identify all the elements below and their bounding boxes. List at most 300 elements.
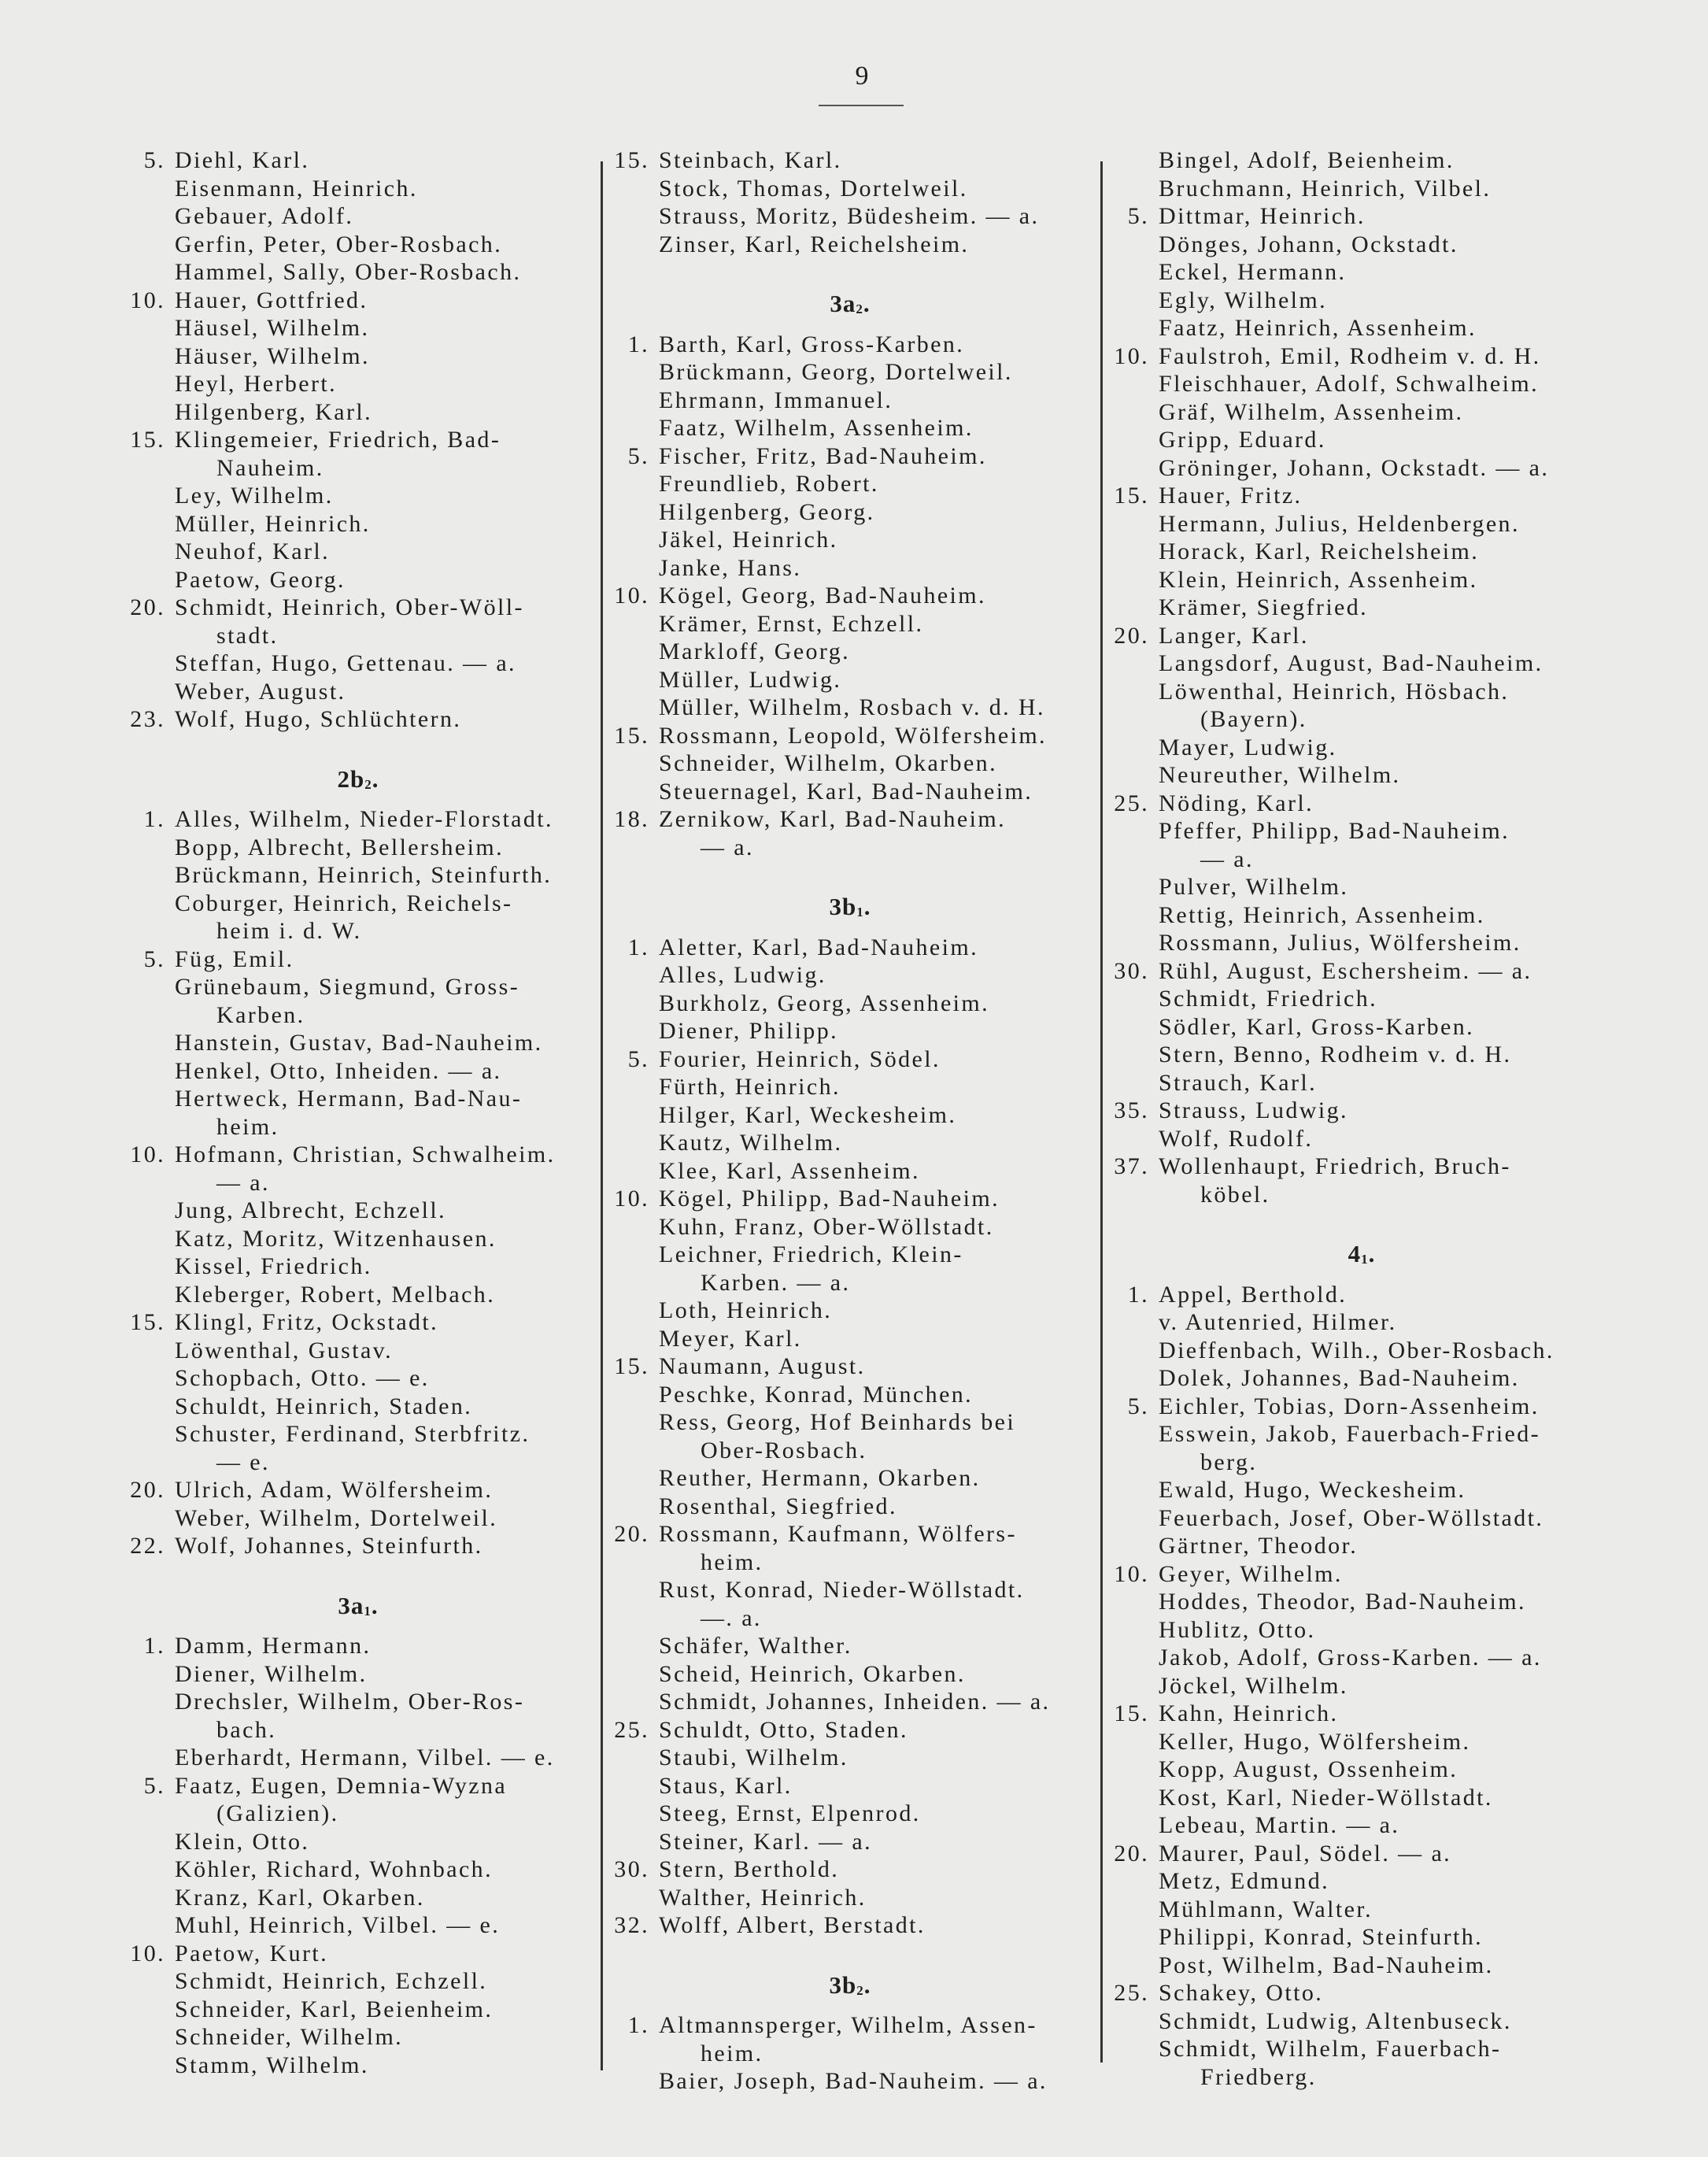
entry-text: Ulrich, Adam, Wölfersheim. — [175, 1477, 494, 1503]
list-entry — [1102, 426, 1621, 454]
list-entry — [118, 370, 598, 398]
entry-text: Alles, Ludwig. — [659, 962, 826, 988]
entry-text: Kranz, Karl, Okarben. — [175, 1884, 425, 1911]
section-heading-period: . — [1368, 1240, 1376, 1267]
entry-text: Leichner, Friedrich, Klein- — [659, 1241, 963, 1267]
list-entry — [118, 1967, 598, 1996]
section-heading — [602, 1940, 1098, 2012]
entry-text: Hauer, Gottfried. — [175, 287, 368, 313]
list-entry — [1102, 761, 1621, 790]
entry-text: Damm, Hermann. — [175, 1633, 372, 1659]
list-entry — [118, 1504, 598, 1533]
entry-text: Fourier, Heinrich, Södel. — [659, 1045, 941, 1072]
entry-number: 1. — [627, 331, 649, 357]
list-entry — [118, 231, 598, 259]
list-entry — [1102, 1896, 1621, 1924]
section-heading — [602, 258, 1098, 331]
entry-text: Wolf, Hugo, Schlüchtern. — [175, 706, 462, 732]
entry-number: 20. — [614, 1521, 649, 1547]
list-entry — [118, 1393, 598, 1421]
entry-text: Dieffenbach, Wilh., Ober-Rosbach. — [1159, 1337, 1555, 1363]
list-entry — [118, 1688, 598, 1716]
entry-text: Feuerbach, Josef, Ober-Wöllstadt. — [1159, 1504, 1544, 1531]
list-entry-continuation — [602, 1269, 1098, 1297]
entry-text: Wollenhaupt, Friedrich, Bruch- — [1159, 1153, 1511, 1179]
entry-number: 15. — [614, 722, 649, 749]
entry-text: Schuster, Ferdinand, Sterbfritz. — [175, 1421, 531, 1447]
entry-text: Gröninger, Johann, Ockstadt. — a. — [1159, 454, 1550, 481]
entry-text: Philippi, Konrad, Steinfurth. — [1159, 1924, 1484, 1950]
list-entry — [1102, 510, 1621, 538]
list-entry — [1102, 649, 1621, 678]
entry-text: Kögel, Georg, Bad-Nauheim. — [659, 583, 986, 609]
list-entry — [1102, 454, 1621, 483]
list-entry — [602, 610, 1098, 638]
list-entry — [602, 1855, 1098, 1884]
list-entry — [1102, 398, 1621, 427]
entry-text: Reuther, Hermann, Okarben. — [659, 1465, 981, 1491]
entry-text: Neureuther, Wilhelm. — [1159, 762, 1401, 788]
entry-text: Kost, Karl, Nieder-Wöllstadt. — [1159, 1784, 1493, 1811]
entry-continuation-text: — a. — [1200, 845, 1254, 872]
entry-text: Hoddes, Theodor, Bad-Nauheim. — [1159, 1589, 1526, 1615]
entry-text: Zernikow, Karl, Bad-Nauheim. — [659, 806, 1006, 832]
list-entry — [602, 1213, 1098, 1241]
list-entry-continuation — [118, 1113, 598, 1141]
entry-text: Scheid, Heinrich, Okarben. — [659, 1660, 966, 1687]
list-entry-continuation — [1102, 1448, 1621, 1477]
section-heading-main: 4 — [1348, 1240, 1362, 1267]
entry-continuation-text: Nauheim. — [216, 454, 324, 481]
entry-number: 10. — [130, 1141, 165, 1167]
entry-number: 20. — [130, 1477, 165, 1503]
list-entry — [1102, 1560, 1621, 1589]
list-entry — [602, 778, 1098, 806]
entry-continuation-text: Ober-Rosbach. — [701, 1437, 867, 1463]
section-heading-main: 3a — [830, 290, 856, 317]
entry-text: Schneider, Karl, Beienheim. — [175, 1996, 494, 2022]
entry-text: Wolf, Johannes, Steinfurth. — [175, 1533, 483, 1559]
list-entry — [118, 1420, 598, 1448]
list-entry — [1102, 2007, 1621, 2036]
entry-text: Burkholz, Georg, Assenheim. — [659, 990, 990, 1016]
list-entry — [602, 582, 1098, 610]
list-entry-continuation — [602, 834, 1098, 862]
list-entry — [118, 1884, 598, 1912]
section-heading-period: . — [371, 1591, 379, 1619]
entry-text: Geyer, Wilhelm. — [1159, 1560, 1343, 1587]
list-entry — [602, 1800, 1098, 1828]
entry-text: Pulver, Wilhelm. — [1159, 874, 1349, 900]
list-entry — [118, 398, 598, 427]
entry-text: Faatz, Heinrich, Assenheim. — [1159, 315, 1477, 341]
page-number-rule — [819, 105, 904, 106]
entry-text: Katz, Moritz, Witzenhausen. — [175, 1225, 497, 1252]
entry-text: Fischer, Fritz, Bad-Nauheim. — [659, 442, 987, 469]
entry-text: Kögel, Philipp, Bad-Nauheim. — [659, 1186, 1000, 1212]
entry-text: Strauch, Karl. — [1159, 1069, 1318, 1096]
entry-continuation-text: (Galizien). — [216, 1800, 339, 1826]
entry-text: Egly, Wilhelm. — [1159, 287, 1328, 313]
entry-text: Schmidt, Johannes, Inheiden. — a. — [659, 1689, 1051, 1715]
entry-number: 20. — [1114, 1840, 1149, 1867]
entry-text: Steiner, Karl. — a. — [659, 1828, 872, 1855]
entry-continuation-text: heim i. d. W. — [216, 918, 362, 944]
list-entry — [602, 1911, 1098, 1940]
entry-text: Fleischhauer, Adolf, Schwalheim. — [1159, 371, 1540, 397]
list-entry — [118, 1855, 598, 1884]
list-entry — [602, 1241, 1098, 1269]
entry-number: 5. — [1127, 1393, 1149, 1419]
entry-text: Hilger, Karl, Weckesheim. — [659, 1101, 957, 1128]
list-entry — [1102, 594, 1621, 622]
list-entry — [118, 1940, 598, 1968]
entry-text: Esswein, Jakob, Fauerbach-Fried- — [1159, 1421, 1541, 1447]
entry-text: Klee, Karl, Assenheim. — [659, 1157, 920, 1184]
entry-text: Bopp, Albrecht, Bellersheim. — [175, 834, 504, 860]
list-entry-continuation — [118, 1716, 598, 1744]
entry-text: Klein, Otto. — [175, 1828, 310, 1855]
list-entry — [602, 961, 1098, 990]
entry-number: 10. — [130, 287, 165, 313]
list-entry — [1102, 790, 1621, 818]
entry-text: Rühl, August, Eschersheim. — a. — [1159, 957, 1532, 984]
entry-text: Schopbach, Otto. — e. — [175, 1365, 430, 1391]
entry-text: Rettig, Heinrich, Assenheim. — [1159, 901, 1485, 928]
entry-text: Dolek, Johannes, Bad-Nauheim. — [1159, 1365, 1520, 1391]
list-entry — [118, 1828, 598, 1856]
entry-text: Gärtner, Theodor. — [1159, 1533, 1359, 1559]
list-entry — [118, 146, 598, 175]
entry-continuation-text: Karben. — [216, 1001, 305, 1028]
entry-continuation-text: stadt. — [216, 622, 279, 649]
section-heading-subscript: 1 — [856, 905, 864, 919]
entry-number: 10. — [614, 1186, 649, 1212]
list-entry — [118, 538, 598, 566]
entry-text: Peschke, Konrad, München. — [659, 1381, 974, 1408]
section-heading — [118, 1560, 598, 1633]
list-entry — [602, 805, 1098, 834]
entry-text: Gerfin, Peter, Ober-Rosbach. — [175, 231, 503, 257]
list-entry-continuation — [118, 1448, 598, 1477]
list-entry — [602, 175, 1098, 203]
list-entry-continuation — [118, 622, 598, 650]
entry-text: Coburger, Heinrich, Reichels- — [175, 890, 513, 916]
list-entry — [118, 1660, 598, 1689]
list-entry — [602, 442, 1098, 471]
entry-text: Diener, Philipp. — [659, 1018, 839, 1044]
entry-number: 25. — [614, 1716, 649, 1743]
entry-text: Pfeffer, Philipp, Bad-Nauheim. — [1159, 818, 1510, 844]
entry-text: Dittmar, Heinrich. — [1159, 203, 1366, 229]
entry-number: 30. — [1114, 957, 1149, 984]
entry-text: Ehrmann, Immanuel. — [659, 387, 893, 413]
entry-continuation-text: heim. — [701, 2040, 763, 2066]
entry-text: Löwenthal, Heinrich, Hösbach. — [1159, 678, 1510, 705]
list-entry — [118, 1141, 598, 1169]
list-entry — [118, 678, 598, 706]
entry-continuation-text: heim. — [701, 1548, 763, 1575]
list-entry — [1102, 1867, 1621, 1896]
list-entry — [118, 1632, 598, 1660]
entry-text: Schmidt, Heinrich, Ober-Wöll- — [175, 594, 524, 620]
list-entry — [1102, 1616, 1621, 1645]
entry-text: v. Autenried, Hilmer. — [1159, 1309, 1397, 1335]
entry-number: 10. — [130, 1940, 165, 1966]
list-entry — [1102, 1125, 1621, 1153]
list-entry — [1102, 1532, 1621, 1560]
entry-text: Hauer, Fritz. — [1159, 483, 1303, 509]
section-heading-subscript: 2 — [856, 1982, 864, 1998]
entry-text: Rosenthal, Siegfried. — [659, 1493, 897, 1519]
list-entry — [1102, 985, 1621, 1013]
list-entry — [1102, 957, 1621, 986]
entry-text: Ress, Georg, Hof Beinhards bei — [659, 1409, 1016, 1435]
list-entry — [118, 342, 598, 371]
list-entry — [602, 1073, 1098, 1101]
column-2 — [602, 146, 1098, 2096]
entry-text: Steinbach, Karl. — [659, 147, 842, 173]
list-entry — [602, 1408, 1098, 1437]
entry-continuation-text: — e. — [216, 1448, 270, 1475]
entry-text: Hilgenberg, Karl. — [175, 398, 373, 425]
entry-text: Eberhardt, Hermann, Vilbel. — e. — [175, 1744, 555, 1770]
list-entry — [118, 1281, 598, 1309]
list-entry — [1102, 566, 1621, 594]
entry-number: 1. — [627, 2012, 649, 2038]
entry-text: Post, Wilhelm, Bad-Nauheim. — [1159, 1952, 1494, 1978]
list-entry — [602, 1352, 1098, 1381]
section-heading — [1102, 1208, 1621, 1281]
entry-text: Eichler, Tobias, Dorn-Assenheim. — [1159, 1393, 1540, 1419]
entry-text: Füg, Emil. — [175, 945, 294, 972]
entry-text: Mayer, Ludwig. — [1159, 734, 1337, 760]
list-entry — [1102, 1979, 1621, 2007]
list-entry — [602, 722, 1098, 750]
entry-text: Paetow, Kurt. — [175, 1940, 329, 1966]
entry-text: Stern, Berthold. — [659, 1856, 840, 1882]
entry-number: 20. — [130, 594, 165, 620]
section-heading-period: . — [863, 1970, 871, 1999]
entry-text: Kautz, Wilhelm. — [659, 1130, 843, 1156]
list-entry — [118, 287, 598, 315]
list-entry — [1102, 734, 1621, 762]
list-entry — [118, 1252, 598, 1281]
section-heading-main: 3b — [829, 893, 857, 920]
entry-text: Gripp, Eduard. — [1159, 427, 1326, 453]
list-entry — [602, 1520, 1098, 1548]
entry-text: Aletter, Karl, Bad-Nauheim. — [659, 934, 978, 960]
entry-text: Müller, Heinrich. — [175, 510, 371, 537]
list-entry — [1102, 1672, 1621, 1700]
list-entry — [1102, 287, 1621, 315]
column-3 — [1102, 146, 1621, 2091]
list-entry-continuation — [602, 2040, 1098, 2068]
list-entry — [1102, 622, 1621, 650]
list-entry — [602, 638, 1098, 666]
entry-text: Rust, Konrad, Nieder-Wöllstadt. — [659, 1577, 1025, 1603]
entry-text: Weber, August. — [175, 678, 346, 705]
entry-text: Schmidt, Wilhelm, Fauerbach- — [1159, 2036, 1502, 2062]
list-entry — [1102, 929, 1621, 957]
entry-text: Jöckel, Wilhelm. — [1159, 1672, 1348, 1699]
section-heading-period: . — [863, 290, 871, 317]
entry-text: Henkel, Otto, Inheiden. — a. — [175, 1057, 502, 1084]
entry-number: 5. — [143, 1772, 165, 1799]
list-entry — [118, 594, 598, 622]
entry-text: Rossmann, Julius, Wölfersheim. — [1159, 930, 1521, 956]
list-entry — [118, 649, 598, 678]
list-entry — [602, 749, 1098, 778]
list-entry — [1102, 1504, 1621, 1533]
entry-text: Schuldt, Otto, Staden. — [659, 1716, 908, 1743]
entry-text: Neuhof, Karl. — [175, 538, 330, 564]
list-entry — [1102, 678, 1621, 706]
list-entry — [118, 175, 598, 203]
list-entry — [1102, 342, 1621, 371]
list-entry — [118, 1911, 598, 1940]
entry-text: Kleberger, Robert, Melbach. — [175, 1281, 496, 1308]
list-entry — [118, 2023, 598, 2052]
entry-text: Schneider, Wilhelm. — [175, 2024, 404, 2050]
list-entry — [1102, 1728, 1621, 1756]
list-entry — [1102, 482, 1621, 510]
list-entry-continuation — [1102, 2063, 1621, 2092]
entry-number: 1. — [1127, 1281, 1149, 1308]
entry-text: Müller, Wilhelm, Rosbach v. d. H. — [659, 694, 1045, 720]
list-entry — [118, 2052, 598, 2080]
entry-text: Schakey, Otto. — [1159, 1980, 1324, 2006]
list-entry — [1102, 1588, 1621, 1616]
list-entry — [602, 1381, 1098, 1409]
entry-text: Hanstein, Gustav, Bad-Nauheim. — [175, 1030, 543, 1056]
list-entry — [602, 1129, 1098, 1157]
entry-text: Bingel, Adolf, Beienheim. — [1159, 147, 1455, 173]
entry-text: Barth, Karl, Gross-Karben. — [659, 331, 965, 357]
list-entry — [1102, 370, 1621, 398]
entry-text: Wolf, Rudolf. — [1159, 1125, 1314, 1152]
entry-text: Strauss, Moritz, Büdesheim. — a. — [659, 203, 1040, 229]
entry-number: 20. — [1114, 622, 1149, 649]
section-heading-subscript: 2 — [364, 776, 372, 792]
list-entry — [118, 1364, 598, 1393]
entry-text: Metz, Edmund. — [1159, 1868, 1330, 1894]
entry-text: Dönges, Johann, Ockstadt. — [1159, 231, 1458, 257]
entry-number: 23. — [130, 706, 165, 732]
list-entry — [1102, 231, 1621, 259]
entry-text: Markloff, Georg. — [659, 638, 851, 664]
entry-text: Kopp, August, Ossenheim. — [1159, 1756, 1458, 1782]
list-entry — [1102, 1308, 1621, 1337]
list-entry — [118, 1225, 598, 1253]
entry-text: Langer, Karl. — [1159, 622, 1309, 649]
list-entry — [1102, 1784, 1621, 1812]
list-entry — [118, 566, 598, 594]
entry-number: 15. — [1114, 483, 1149, 509]
entry-text: Staus, Karl. — [659, 1772, 793, 1799]
list-entry — [1102, 1756, 1621, 1784]
list-entry-continuation — [1102, 845, 1621, 874]
section-heading-subscript: 1 — [364, 1603, 372, 1619]
list-entry — [118, 1476, 598, 1504]
list-entry — [1102, 2035, 1621, 2063]
entry-text: Steuernagel, Karl, Bad-Nauheim. — [659, 778, 1033, 805]
entry-text: Kahn, Heinrich. — [1159, 1700, 1339, 1726]
entry-text: Schneider, Wilhelm, Okarben. — [659, 750, 997, 776]
entry-text: Horack, Karl, Reichelsheim. — [1159, 538, 1480, 564]
list-entry — [602, 666, 1098, 694]
list-entry — [1102, 1644, 1621, 1672]
section-heading-period: . — [863, 893, 871, 920]
entry-continuation-text: berg. — [1200, 1448, 1258, 1475]
entry-text: Klingl, Fritz, Ockstadt. — [175, 1309, 439, 1335]
entry-text: Langsdorf, August, Bad-Nauheim. — [1159, 650, 1543, 676]
entry-text: Wolff, Albert, Berstadt. — [659, 1912, 926, 1938]
entry-text: Schmidt, Ludwig, Altenbuseck. — [1159, 2007, 1512, 2034]
entry-text: Brückmann, Georg, Dortelweil. — [659, 359, 1013, 385]
list-entry — [602, 1464, 1098, 1493]
entry-text: Alles, Wilhelm, Nieder-Florstadt. — [175, 806, 553, 832]
entry-text: Häusel, Wilhelm. — [175, 315, 370, 341]
list-entry — [118, 1029, 598, 1057]
list-entry — [602, 1828, 1098, 1856]
list-entry — [118, 1085, 598, 1113]
list-entry — [1102, 314, 1621, 342]
list-entry — [1102, 1013, 1621, 1042]
entry-number: 25. — [1114, 1980, 1149, 2006]
entry-text: Diener, Wilhelm. — [175, 1660, 368, 1687]
entry-text: Jäkel, Heinrich. — [659, 527, 838, 553]
entry-continuation-text: bach. — [216, 1716, 277, 1743]
entry-text: Nöding, Karl. — [1159, 790, 1314, 816]
list-entry — [118, 834, 598, 862]
entry-text: Hermann, Julius, Heldenbergen. — [1159, 510, 1520, 537]
entry-text: Schmidt, Heinrich, Echzell. — [175, 1968, 488, 1994]
entry-number: 30. — [614, 1856, 649, 1882]
list-entry — [118, 1057, 598, 1086]
list-entry — [118, 973, 598, 1001]
entry-number: 10. — [1114, 342, 1149, 369]
entry-text: Fürth, Heinrich. — [659, 1074, 841, 1100]
entry-number: 5. — [143, 147, 165, 173]
list-entry — [602, 526, 1098, 554]
entry-number: 18. — [614, 806, 649, 832]
entry-text: Stamm, Wilhelm. — [175, 2052, 369, 2078]
list-entry — [602, 1744, 1098, 1772]
list-entry — [1102, 1097, 1621, 1125]
list-entry — [602, 202, 1098, 231]
entry-text: Mühlmann, Walter. — [1159, 1896, 1373, 1922]
entry-number: 1. — [627, 934, 649, 960]
entry-text: Hilgenberg, Georg. — [659, 498, 875, 525]
list-entry — [602, 1325, 1098, 1353]
entry-text: Hublitz, Otto. — [1159, 1616, 1316, 1643]
entry-continuation-text: — a. — [701, 834, 754, 860]
entry-text: Strauss, Ludwig. — [1159, 1097, 1348, 1123]
list-entry — [1102, 1811, 1621, 1840]
list-entry — [1102, 873, 1621, 901]
list-entry — [602, 1185, 1098, 1213]
entry-text: Heyl, Herbert. — [175, 371, 338, 397]
entry-text: Stern, Benno, Rodheim v. d. H. — [1159, 1042, 1512, 1067]
entry-number: 32. — [614, 1912, 649, 1938]
section-heading-subscript: 2 — [856, 302, 863, 316]
list-entry — [1102, 1952, 1621, 1980]
list-entry — [1102, 1393, 1621, 1421]
list-entry — [1102, 1420, 1621, 1448]
list-entry — [1102, 258, 1621, 287]
list-entry — [602, 1157, 1098, 1186]
